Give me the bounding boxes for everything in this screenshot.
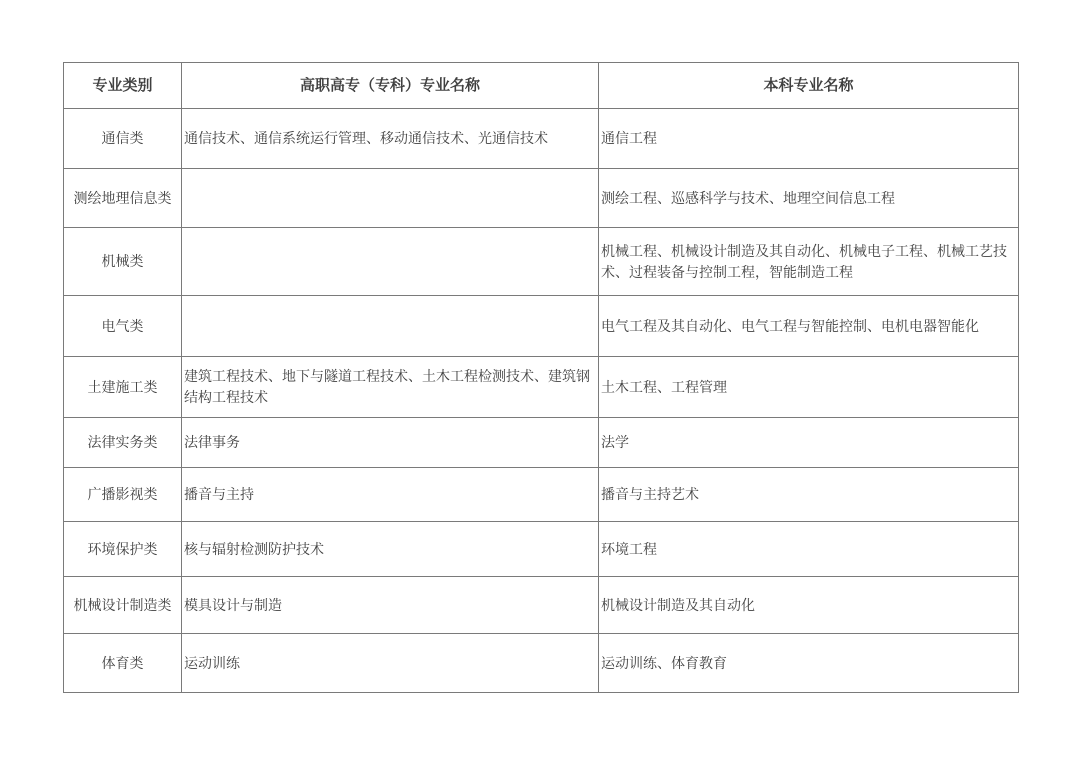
category-cell: 测绘地理信息类 [64,169,182,228]
undergraduate-cell: 测绘工程、巡感科学与技术、地理空间信息工程 [599,169,1019,228]
vocational-cell [182,228,599,296]
table-row [64,468,1019,522]
vocational-cell [182,169,599,228]
undergraduate-cell: 电气工程及其自动化、电气工程与智能控制、电机电器智能化 [599,296,1019,357]
undergraduate-cell: 环境工程 [599,522,1019,577]
vocational-cell [182,296,599,357]
table-row [64,169,1019,228]
undergraduate-cell: 机械设计制造及其自动化 [599,577,1019,634]
table-row [64,577,1019,634]
vocational-cell: 运动训练 [182,634,599,693]
header-row [64,63,1019,109]
undergraduate-cell: 运动训练、体育教育 [599,634,1019,693]
column-header-undergraduate: 本科专业名称 [599,63,1019,109]
undergraduate-cell: 土木工程、工程管理 [599,357,1019,418]
vocational-cell: 模具设计与制造 [182,577,599,634]
column-header-category: 专业类别 [64,63,182,109]
majors-mapping-table [63,62,1019,693]
table-row [64,296,1019,357]
table-row [64,109,1019,169]
column-header-vocational: 高职高专（专科）专业名称 [182,63,599,109]
category-cell: 土建施工类 [64,357,182,418]
table-header [64,63,1019,109]
undergraduate-cell: 法学 [599,418,1019,468]
category-cell: 电气类 [64,296,182,357]
category-cell: 机械设计制造类 [64,577,182,634]
undergraduate-cell: 通信工程 [599,109,1019,169]
table-row [64,522,1019,577]
vocational-cell: 法律事务 [182,418,599,468]
category-cell: 广播影视类 [64,468,182,522]
table-row [64,634,1019,693]
undergraduate-cell: 播音与主持艺术 [599,468,1019,522]
category-cell: 环境保护类 [64,522,182,577]
table-body [64,109,1019,693]
category-cell: 法律实务类 [64,418,182,468]
table-row [64,418,1019,468]
vocational-cell: 播音与主持 [182,468,599,522]
undergraduate-cell: 机械工程、机械设计制造及其自动化、机械电子工程、机械工艺技术、过程装备与控制工程，智能制造工程 [599,228,1019,296]
vocational-cell: 建筑工程技术、地下与隧道工程技术、土木工程检测技术、建筑钢结构工程技术 [182,357,599,418]
table-row [64,357,1019,418]
category-cell: 机械类 [64,228,182,296]
category-cell: 通信类 [64,109,182,169]
table-row [64,228,1019,296]
vocational-cell: 通信技术、通信系统运行管理、移动通信技术、光通信技术 [182,109,599,169]
category-cell: 体育类 [64,634,182,693]
vocational-cell: 核与辐射检测防护技术 [182,522,599,577]
